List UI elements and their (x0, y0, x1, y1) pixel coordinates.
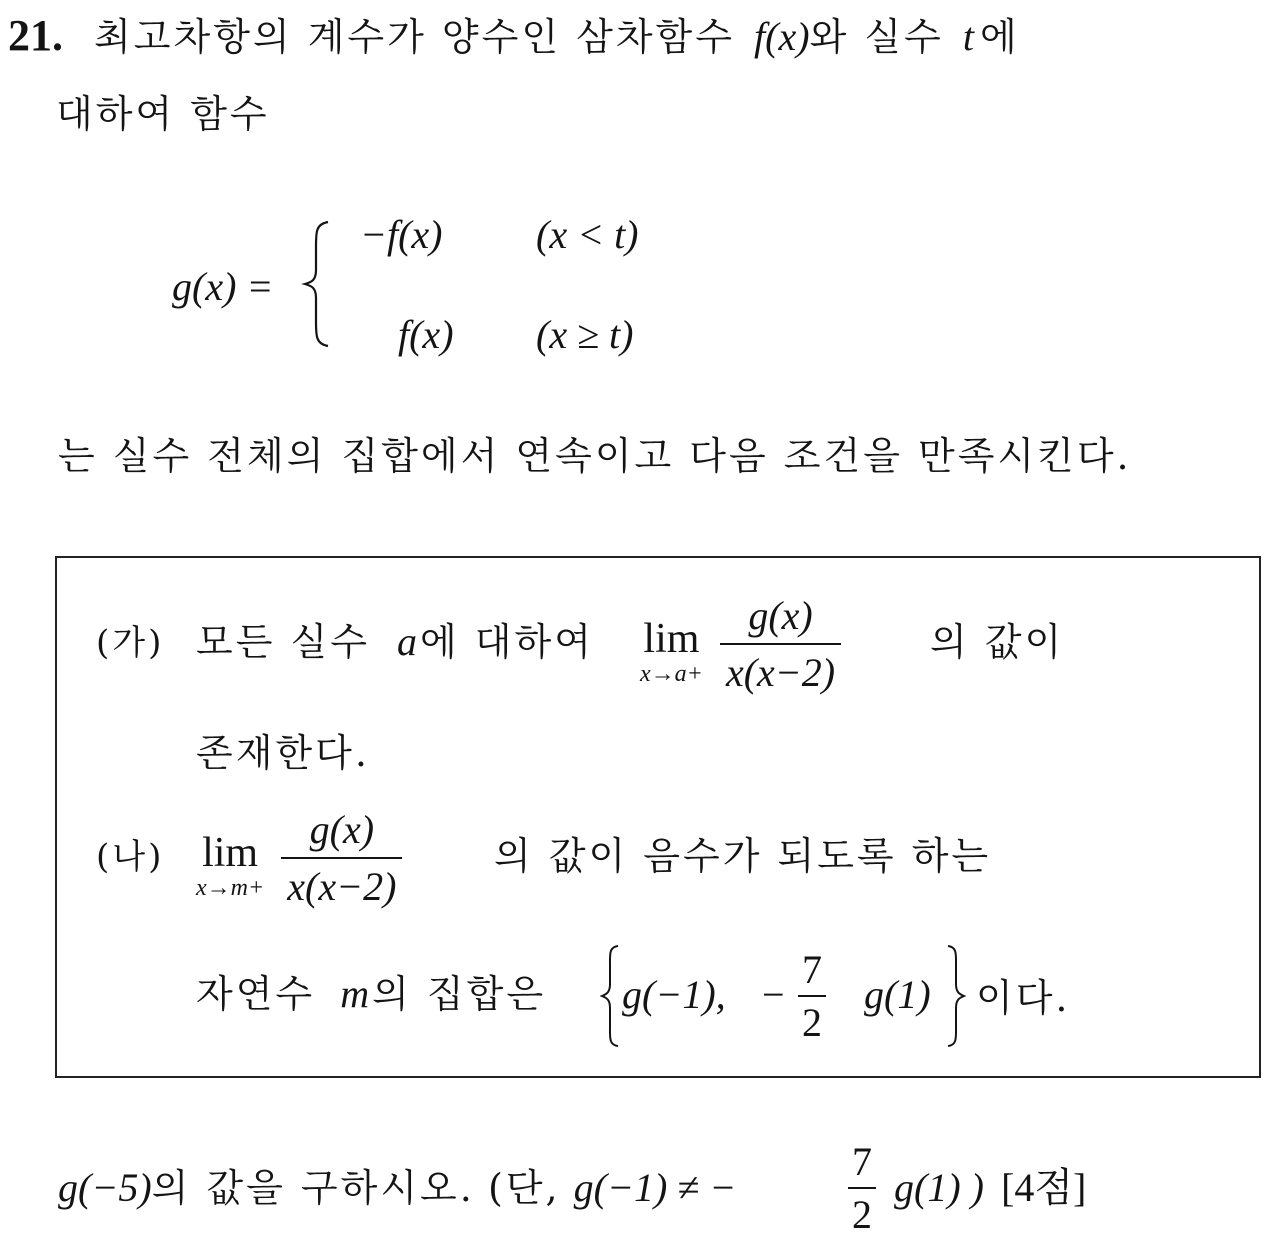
piecewise-lhs (172, 262, 273, 312)
na-denominator: x(x−2) (287, 864, 397, 909)
case2-expr: f(x) (398, 312, 454, 357)
question-cond-left: g(−1) ≠ − (573, 1165, 737, 1210)
question-frac-den: 2 (852, 1192, 872, 1237)
intro-wa: 와 실수 (809, 15, 944, 59)
intro-t: t (962, 14, 974, 59)
set-left-brace (600, 944, 622, 1048)
ga-numerator: g(x) (720, 592, 841, 645)
question-cond-right: g(1) ) (894, 1165, 984, 1210)
na-lim-sub: x→m+ (196, 875, 265, 901)
set-last-element: g(1) (864, 972, 931, 1017)
set-right-brace (944, 944, 966, 1048)
condition-ga-limit (640, 592, 841, 696)
set-frac-num: 7 (798, 946, 826, 997)
question-frac-num: 7 (848, 1138, 876, 1189)
condition-ga-text1 (196, 616, 594, 668)
ga-lim-sub: x→a+ (640, 661, 703, 687)
question-paren: (단, (487, 1166, 561, 1210)
ga-lim-word: lim (643, 616, 700, 662)
piecewise-brace (300, 218, 334, 350)
ga-var: a (397, 619, 421, 664)
ga-lim (640, 617, 703, 687)
question-points: [4점] (1001, 1165, 1087, 1210)
intro-e: 에 (980, 15, 1020, 59)
na-numerator: g(x) (281, 806, 402, 859)
ga-text2: 에 대하여 (420, 620, 594, 664)
na-lim-word: lim (202, 830, 259, 876)
problem-header (8, 8, 1020, 64)
na-text3: 의 집합은 (372, 972, 547, 1016)
condition-ga-text4: 존재한다. (196, 731, 370, 775)
na-fraction (281, 806, 402, 910)
case1-cond: (x < t) (536, 212, 639, 257)
set-minus: − (762, 972, 785, 1017)
question-tail (894, 1160, 1086, 1224)
intro-fx: f(x) (754, 14, 810, 59)
condition-na-label: (나) (96, 837, 165, 877)
condition-na-text4: 이다. (976, 976, 1071, 1020)
ga-denominator: x(x−2) (725, 650, 836, 695)
na-var: m (340, 971, 373, 1016)
piecewise-lhs-text: g(x) = (172, 264, 274, 309)
question-expr: g(−5) (58, 1165, 152, 1210)
continuity-text: 는 실수 전체의 집합에서 연속이고 다음 조건을 만족시킨다. (58, 434, 1132, 478)
ga-fraction (720, 592, 841, 696)
condition-ga-label: (가) (96, 623, 165, 663)
condition-na-text1: 의 값이 음수가 되도록 하는 (494, 834, 992, 878)
problem-number: 21. (8, 11, 63, 60)
question-text: 의 값을 구하시오. (151, 1166, 475, 1210)
case2-cond: (x ≥ t) (536, 312, 634, 357)
na-text2: 자연수 (196, 972, 316, 1016)
set-fraction (798, 946, 826, 1046)
question-line (58, 1160, 736, 1224)
ga-text1: 모든 실수 (196, 620, 370, 664)
set-first-element: g(−1), (622, 972, 726, 1017)
case1-expr: −f(x) (360, 212, 443, 257)
question-fraction (848, 1138, 876, 1238)
intro-line2: 대하여 함수 (56, 92, 270, 136)
set-frac-den: 2 (802, 1000, 822, 1045)
condition-ga-text3: 의 값이 (930, 620, 1065, 664)
condition-na-limit (196, 806, 402, 910)
condition-na-line2 (196, 966, 546, 1022)
intro-text: 최고차항의 계수가 양수인 삼차함수 (94, 15, 735, 59)
na-lim (196, 831, 264, 901)
